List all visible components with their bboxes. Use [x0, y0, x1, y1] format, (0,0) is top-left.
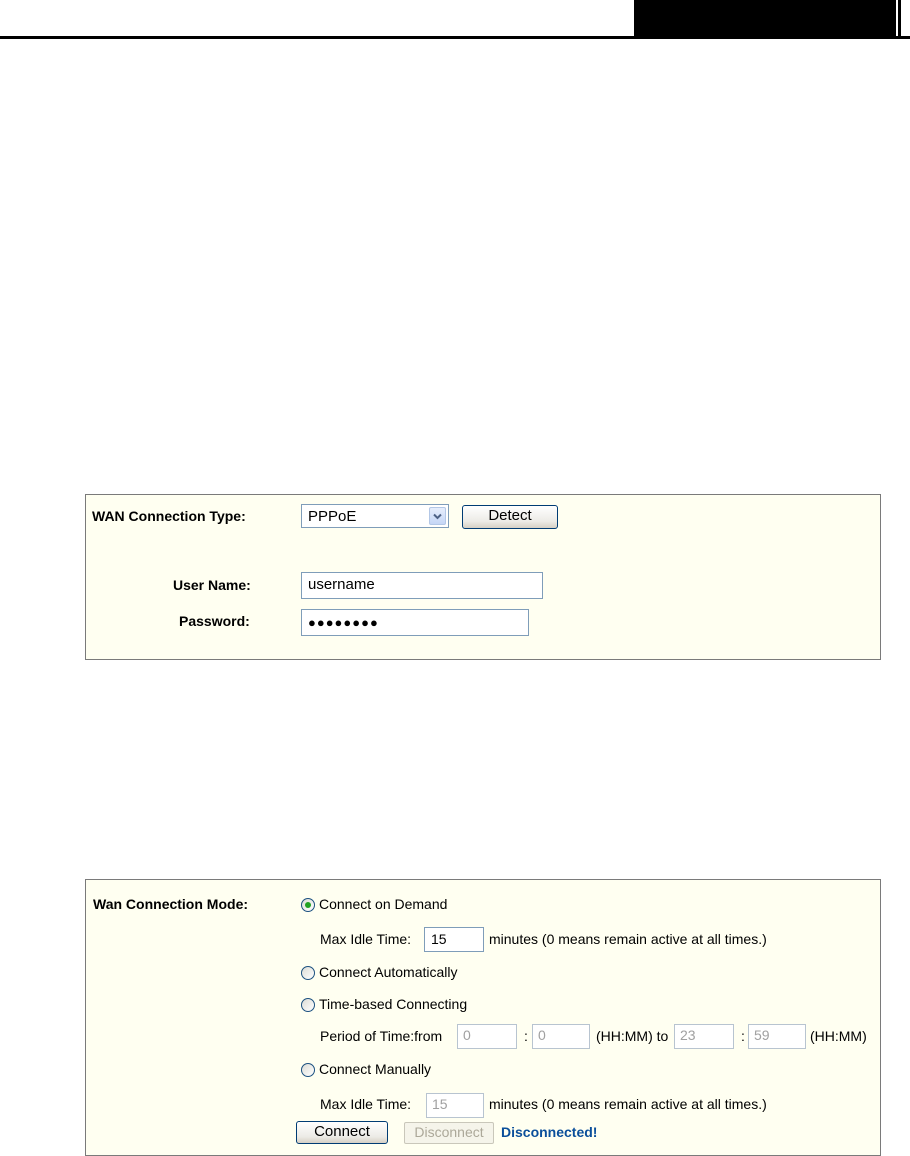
time-based-connecting-radio[interactable] [301, 998, 315, 1012]
from-hour-input[interactable]: 0 [457, 1024, 517, 1049]
wan-connection-mode-label: Wan Connection Mode: [93, 896, 249, 912]
connect-on-demand-radio[interactable] [301, 898, 315, 912]
user-name-input[interactable]: username [301, 572, 543, 599]
demand-max-idle-input[interactable]: 15 [424, 927, 484, 952]
pppoe-settings-panel [85, 494, 881, 660]
to-minute-input[interactable]: 59 [748, 1024, 806, 1049]
user-name-label: User Name: [173, 577, 251, 593]
header-block [634, 0, 896, 38]
detect-button[interactable]: Detect [462, 505, 558, 529]
connect-on-demand-label[interactable]: Connect on Demand [319, 896, 448, 912]
manual-max-idle-label: Max Idle Time: [320, 1096, 412, 1112]
connection-mode-panel [85, 879, 881, 1156]
connect-manually-radio[interactable] [301, 1063, 315, 1077]
radio-selected-dot [305, 902, 311, 908]
manual-max-idle-input[interactable]: 15 [426, 1093, 484, 1118]
to-label: (HH:MM) to [596, 1028, 669, 1044]
password-label: Password: [179, 613, 250, 629]
from-separator: : [524, 1028, 528, 1044]
time-based-connecting-label[interactable]: Time-based Connecting [319, 996, 468, 1012]
hhmm-label: (HH:MM) [810, 1028, 867, 1044]
connection-status-text: Disconnected! [501, 1124, 598, 1140]
connect-button[interactable]: Connect [296, 1121, 388, 1144]
connect-automatically-label[interactable]: Connect Automatically [319, 964, 458, 980]
wan-connection-type-value: PPPoE [308, 508, 357, 525]
demand-max-idle-label: Max Idle Time: [320, 931, 412, 947]
chevron-down-icon[interactable] [429, 507, 446, 525]
connect-manually-label[interactable]: Connect Manually [319, 1061, 432, 1077]
period-of-time-label: Period of Time:from [320, 1028, 443, 1044]
to-separator: : [741, 1028, 745, 1044]
wan-connection-type-select[interactable] [301, 504, 449, 528]
demand-max-idle-suffix: minutes (0 means remain active at all times.) [489, 931, 767, 947]
to-hour-input[interactable]: 23 [674, 1024, 734, 1049]
disconnect-button[interactable]: Disconnect [404, 1122, 494, 1144]
header-tick [898, 0, 901, 38]
manual-max-idle-suffix: minutes (0 means remain active at all times.) [489, 1096, 767, 1112]
wan-connection-type-label: WAN Connection Type: [92, 508, 246, 524]
from-minute-input[interactable]: 0 [532, 1024, 590, 1049]
connect-automatically-radio[interactable] [301, 966, 315, 980]
password-input[interactable]: ●●●●●●●● [301, 609, 529, 636]
